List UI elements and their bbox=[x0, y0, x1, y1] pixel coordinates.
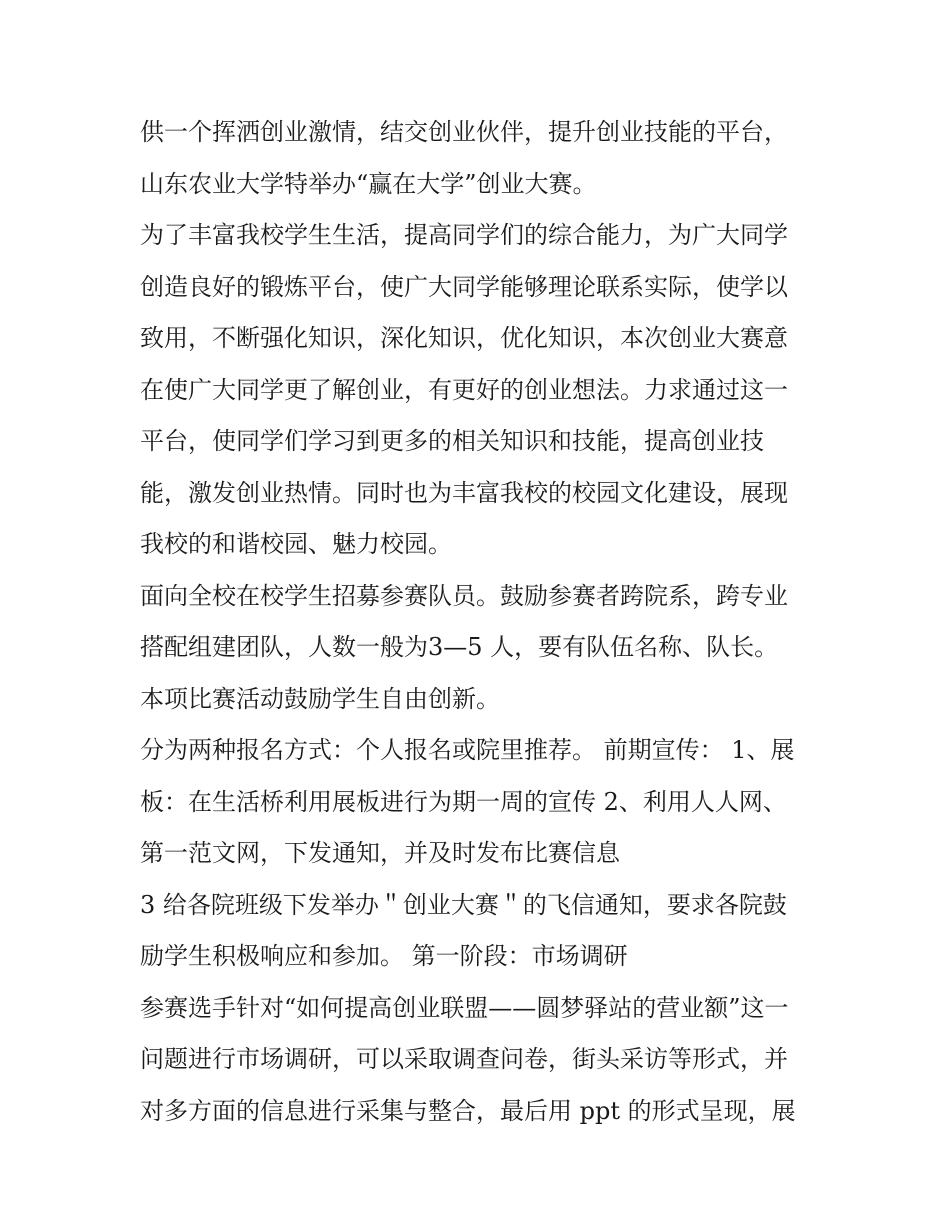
text-line-2: 山东农业大学特举办“赢在大学”创业大赛。 bbox=[140, 169, 597, 198]
text-line-8: 能，激发创业热情。同时也为丰富我校的校园文化建设，展现 bbox=[140, 478, 788, 507]
text-line-11: 搭配组建团队，人数一般为3—5 人，要有队伍名称、队长。 bbox=[140, 633, 779, 661]
text-line-6: 在使广大同学更了解创业，有更好的创业想法。力求通过这一 bbox=[140, 375, 788, 404]
text-line-13: 分为两种报名方式：个人报名或院里推荐。 前期宣传： 1、展 bbox=[140, 736, 795, 764]
text-line-7: 平台，使同学们学习到更多的相关知识和技能，提高创业技 bbox=[140, 427, 764, 455]
text-line-17: 励学生积极响应和参加。 第一阶段：市场调研 bbox=[140, 942, 628, 970]
text-line-18: 参赛选手针对“如何提高创业联盟——圆梦驿站的营业额”这一 bbox=[140, 993, 789, 1022]
text-line-20: 对多方面的信息进行采集与整合，最后用 ppt 的形式呈现，展 bbox=[140, 1096, 796, 1125]
text-line-14: 板：在生活桥利用展板进行为期一周的宣传 2、利用人人网、 bbox=[140, 787, 787, 816]
body-text bbox=[140, 107, 820, 1137]
text-line-19: 问题进行市场调研，可以采取调查问卷，街头采访等形式，并 bbox=[140, 1045, 788, 1073]
text-line-4: 创造良好的锻炼平台，使广大同学能够理论联系实际，使学以 bbox=[140, 272, 788, 301]
text-line-1: 供一个挥洒创业激情，结交创业伙伴，提升创业技能的平台， bbox=[140, 118, 788, 146]
text-line-12: 本项比赛活动鼓励学生自由创新。 bbox=[140, 684, 500, 713]
text-line-10: 面向全校在校学生招募参赛队员。鼓励参赛者跨院系，跨专业 bbox=[140, 581, 788, 610]
text-line-16: 3 给各院班级下发举办＂创业大赛＂的飞信通知，要求各院鼓 bbox=[140, 890, 787, 919]
text-line-9: 我校的和谐校园、魅力校园。 bbox=[140, 530, 452, 558]
text-line-15: 第一范文网，下发通知，并及时发布比赛信息 bbox=[140, 839, 620, 867]
text-line-3: 为了丰富我校学生生活，提高同学们的综合能力，为广大同学 bbox=[140, 221, 788, 249]
text-line-5: 致用，不断强化知识，深化知识，优化知识，本次创业大赛意 bbox=[140, 324, 788, 352]
